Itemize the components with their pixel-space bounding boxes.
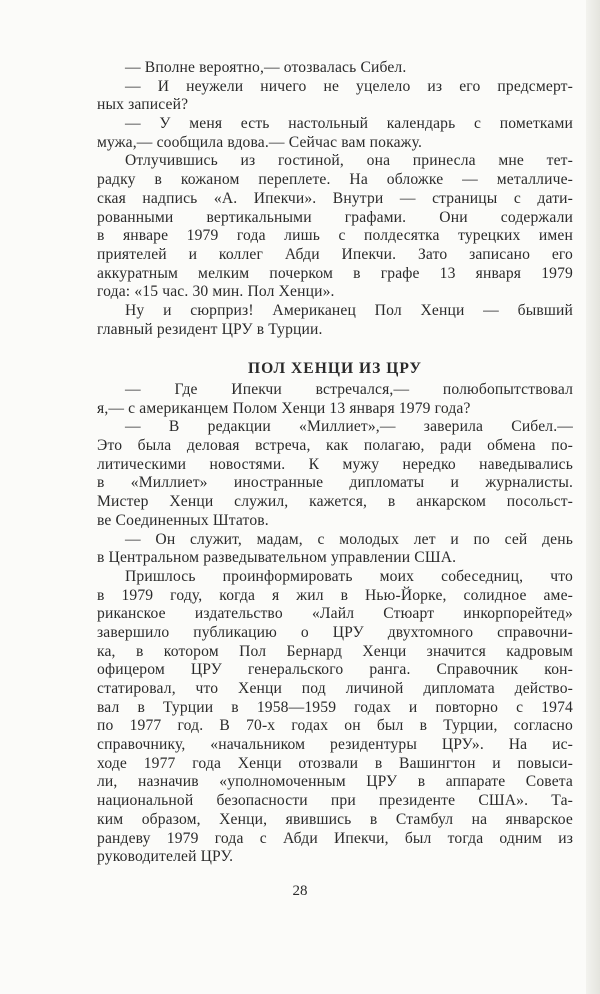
text-line: ных записей?: [97, 96, 189, 114]
text-line: офицером ЦРУ генеральского ранга. Справочник кон-: [97, 661, 573, 679]
text-line: риканское издательство «Лайл Стюарт инкорпорейтед»: [97, 605, 573, 623]
page-number: 28: [292, 883, 308, 899]
paragraph: [97, 152, 573, 302]
page-edge-shadow: [586, 0, 600, 994]
text-line: главный резидент ЦРУ в Турции.: [97, 320, 323, 338]
text-line: Отлучившись из гостиной, она принесла мне тет-: [125, 152, 573, 170]
text-line: — Он служит, мадам, с молодых лет и по сей день: [125, 530, 573, 548]
text-line: статировал, что Хенци под личиной дипломата действо-: [97, 680, 573, 697]
paragraph: [97, 115, 573, 152]
text-line: — В редакции «Миллиет»,— заверила Сибел.—: [125, 418, 573, 436]
text-line: аккуратным мелким почерком в графе 13 января 1979: [97, 264, 573, 282]
text-line: рованными вертикальными графами. Они содержали: [97, 208, 573, 226]
text-line: литическими новостями. К мужу нередко наведывались: [97, 455, 573, 473]
text-line: — У меня есть настольный календарь с пометками: [125, 115, 573, 133]
text-line: ве Соединенных Штатов.: [97, 511, 269, 529]
text-line: Это была деловая встреча, как полагаю, ради обмена по-: [97, 437, 573, 455]
text-line: Пришлось проинформировать моих собеседниц, что: [125, 567, 573, 585]
text-line: ким образом, Хенци, явившись в Стамбул на январское: [97, 810, 573, 828]
page-body-text: [97, 59, 573, 867]
section-heading: ПОЛ ХЕНЦИ ИЗ ЦРУ: [248, 360, 422, 378]
paragraph: [97, 381, 573, 418]
text-line: рандеву 1979 года с Абди Ипекчи, был тогда одним из: [97, 829, 573, 847]
text-line: завершило публикацию о ЦРУ двухтомного справочни-: [97, 623, 573, 641]
text-line: я,— с американцем Полом Хенци 13 января 1979 года?: [97, 399, 471, 417]
text-line: ка, в котором Пол Бернард Хенци значится кадровым: [97, 642, 573, 660]
text-line: года: «15 час. 30 мин. Пол Хенци».: [97, 283, 335, 301]
text-line: — Где Ипекчи встречался,— полюбопытствовал: [125, 381, 573, 398]
text-line: радку в кожаном переплете. На обложке — металличе-: [97, 171, 573, 189]
text-line: — И неужели ничего не уцелело из его предсмерт-: [125, 77, 573, 95]
paragraph: [97, 568, 573, 867]
text-line: Мистер Хенци служил, кажется, в анкарском посольст-: [97, 493, 573, 511]
text-line: справочнику, «начальником резидентуры ЦРУ». На ис-: [97, 736, 573, 754]
text-line: вал в Турции в 1958—1959 годах и повторно с 1974: [97, 698, 573, 716]
text-line: — Вполне вероятно,— отозвалась Сибел.: [125, 59, 407, 76]
text-line: ская надпись «А. Ипекчи». Внутри — страницы с дати-: [97, 189, 573, 207]
text-line: по 1977 год. В 70-х годах он был в Турции, согласно: [97, 717, 573, 735]
paragraph: [97, 531, 573, 568]
text-line: приятелей и коллег Абди Ипекчи. Зато записано его: [97, 245, 573, 263]
paragraph: [97, 418, 573, 530]
text-line: ходе 1977 года Хенци отозвали в Вашингтон и повыси-: [97, 754, 573, 772]
text-line: национальной безопасности при президенте США». Та-: [97, 792, 573, 810]
text-line: в Центральном разведывательном управлении США.: [97, 549, 457, 567]
paragraph: [97, 78, 573, 115]
text-line: в «Миллиет» иностранные дипломаты и журналисты.: [97, 474, 573, 492]
paragraph: [97, 302, 573, 339]
paragraph: [97, 59, 573, 78]
text-line: в январе 1979 года лишь с полдесятка турецких имен: [97, 227, 573, 245]
text-line: в 1979 году, когда я жил в Нью-Йорке, солидное аме-: [97, 586, 573, 604]
text-line: руководителей ЦРУ.: [97, 848, 234, 866]
text-line: Ну и сюрприз! Американец Пол Хенци — бывший: [125, 301, 573, 319]
text-line: ли, назначив «уполномоченным ЦРУ в аппарате Совета: [97, 773, 573, 791]
text-line: мужа,— сообщила вдова.— Сейчас вам покажу.: [97, 133, 423, 151]
